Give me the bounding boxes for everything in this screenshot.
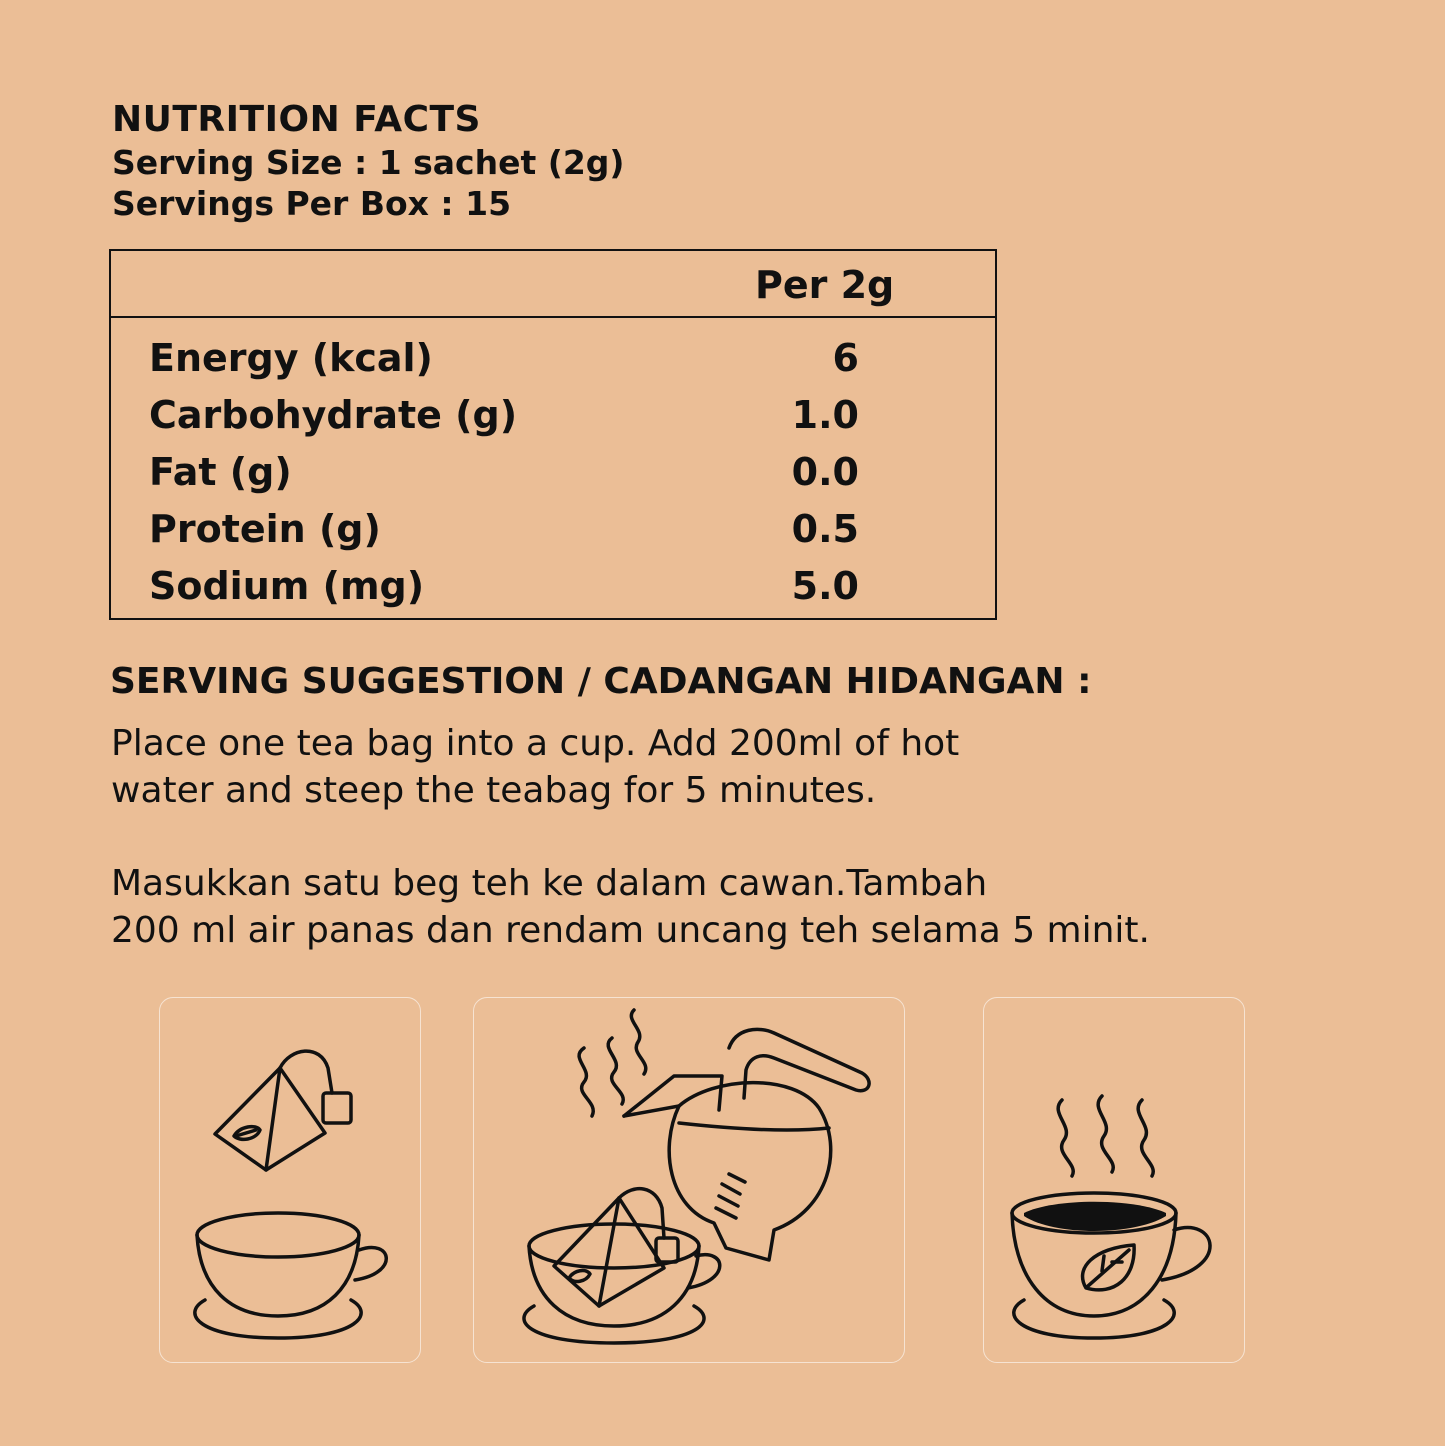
nutrient-value: 0.5 — [791, 507, 859, 551]
nutrient-row-energy — [149, 329, 859, 387]
hot-tea-cup-icon — [984, 998, 1246, 1364]
step-card-1 — [159, 997, 421, 1363]
serving-suggestion-heading: SERVING SUGGESTION / CADANGAN HIDANGAN : — [110, 661, 1092, 702]
instructions-ms-line2: 200 ml air panas dan rendam uncang teh selama 5 minit. — [111, 910, 1150, 951]
nutrient-label: Sodium (mg) — [149, 564, 425, 608]
instructions-en-line1: Place one tea bag into a cup. Add 200ml of hot — [111, 723, 960, 764]
nutrient-label: Energy (kcal) — [149, 336, 433, 380]
nutrient-value: 1.0 — [791, 393, 859, 437]
nutrient-row-fat — [149, 443, 859, 501]
nutrient-value: 0.0 — [791, 450, 859, 494]
column-header: Per 2g — [755, 263, 895, 307]
step-card-2 — [473, 997, 905, 1363]
step-card-3 — [983, 997, 1245, 1363]
serving-size: Serving Size : 1 sachet (2g) — [112, 143, 625, 182]
teabag-over-cup-icon — [160, 998, 422, 1364]
nutrient-value: 6 — [832, 336, 859, 380]
servings-per-box: Servings Per Box : 15 — [112, 184, 512, 223]
nutrient-label: Fat (g) — [149, 450, 292, 494]
nutrient-row-protein — [149, 500, 859, 558]
kettle-pouring-into-cup-icon — [474, 998, 906, 1364]
nutrient-row-sodium — [149, 557, 859, 615]
nutrient-label: Protein (g) — [149, 507, 381, 551]
instructions-ms-line1: Masukkan satu beg teh ke dalam cawan.Tambah — [111, 863, 988, 904]
nutrition-table — [109, 249, 997, 620]
nutrition-title: NUTRITION FACTS — [112, 99, 481, 140]
header-divider — [111, 316, 995, 318]
nutrient-label: Carbohydrate (g) — [149, 393, 518, 437]
instructions-en-line2: water and steep the teabag for 5 minutes. — [111, 770, 877, 811]
nutrient-row-carbohydrate — [149, 386, 859, 444]
nutrient-value: 5.0 — [791, 564, 859, 608]
